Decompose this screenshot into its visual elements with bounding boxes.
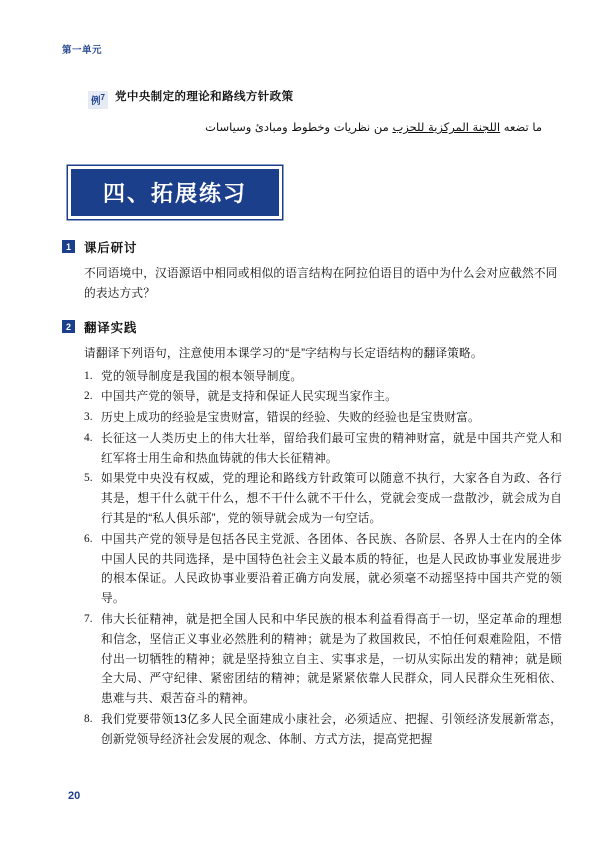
- exercise-1: [62, 238, 562, 303]
- list-item: [84, 367, 562, 387]
- example-arabic-text: [88, 119, 548, 136]
- list-item: [84, 408, 562, 428]
- exercise-2-number: 2: [62, 320, 75, 333]
- list-item-text: 如果党中央没有权威，党的理论和路线方针政策可以随意不执行，大家各自为政、各行其是，想干什么就干什么，想不干什么就不干什么，党就会变成一盘散沙，就会成为自行其是的“私人俱乐部”，党的领导就会成为一句空话。: [101, 472, 562, 526]
- example-arabic-before: ما تضعه: [503, 120, 542, 135]
- example-row: [88, 90, 548, 108]
- list-item-text: 历史上成功的经验是宝贵财富，错误的经验、失败的经验也是宝贵财富。: [101, 411, 480, 425]
- example-arabic-underlined: اللجنة المركزية للحزب: [392, 120, 501, 135]
- exercise-2: [62, 318, 562, 750]
- list-item: [84, 429, 562, 469]
- exercise-2-lead: 请翻译下列语句，注意使用本课学习的“是”字结构与长定语结构的翻译策略。: [84, 347, 483, 360]
- list-item-index: 4.: [84, 431, 93, 444]
- example-chinese-text: 党中央制定的理论和路线方针政策: [114, 91, 294, 103]
- list-item-text: 我们党要带领13亿多人民全面建成小康社会，必须适应、把握、引领经济发展新常态，创新党领导经济社会发展的观念、体制、方式方法，提高党把握: [101, 713, 562, 746]
- list-item-index: 2.: [84, 390, 93, 403]
- translation-practice-list: [84, 367, 562, 750]
- list-item-index: 7.: [84, 613, 93, 626]
- example-block: [88, 90, 548, 136]
- section-banner: [68, 166, 282, 219]
- exercise-2-body: [84, 344, 562, 750]
- list-item-index: 6.: [84, 532, 93, 545]
- list-item-index: 8.: [84, 713, 93, 726]
- list-item-text: 伟大长征精神，就是把全国人民和中华民族的根本利益看得高于一切，坚定革命的理想和信念，坚信正义事业必然胜利的精神；就是为了救国救民，不怕任何艰难险阻，不惜付出一切牺牲的精神；就是坚持独立自主、实事求是，一切从实际出发的精神；就是顾全大局、严守纪律、紧密团结的精神；就是紧紧依靠人民群众，同人民群众生死相依、患难与共、艰苦奋斗的精神。: [101, 613, 562, 706]
- example-label-sup: 7: [100, 93, 105, 102]
- list-item-index: 1.: [84, 369, 93, 382]
- exercise-2-title: 翻译实践: [84, 321, 138, 335]
- page-number: 20: [68, 790, 81, 802]
- exercise-1-number: 1: [62, 240, 75, 253]
- list-item: [84, 387, 562, 407]
- list-item-text: 党的领导制度是我国的根本领导制度。: [101, 369, 303, 383]
- list-item-index: 3.: [84, 411, 93, 424]
- list-item-text: 长征这一人类历史上的伟大壮举，留给我们最可宝贵的精神财富，就是中国共产党人和红军将士用生命和热血铸就的伟大长征精神。: [101, 431, 562, 465]
- list-item: [84, 469, 562, 528]
- example-label: [88, 91, 108, 109]
- list-item-text: 中国共产党的领导，就是支持和保证人民实现当家作主。: [101, 390, 397, 404]
- example-arabic-after: من نظريات وخطوط ومبادئ وسياسات: [205, 120, 389, 135]
- exercise-1-body: 不同语境中，汉语源语中相同或相似的语言结构在阿拉伯语目的语中为什么会对应截然不同的表达方式？: [84, 267, 558, 300]
- list-item: [84, 610, 562, 709]
- example-label-text: 例: [91, 96, 101, 108]
- exercise-2-header: [62, 318, 562, 336]
- exercise-1-header: [62, 238, 562, 256]
- exercise-1-title: 课后研讨: [84, 241, 138, 255]
- list-item-index: 5.: [84, 472, 93, 485]
- list-item: [84, 710, 562, 750]
- section-banner-title: 四、拓展练习: [102, 182, 247, 207]
- running-head: 第一单元: [62, 45, 103, 56]
- list-item: [84, 530, 562, 609]
- list-item-text: 中国共产党的领导是包括各民主党派、各团体、各民族、各阶层、各界人士在内的全体中国人民的共同选择，是中国特色社会主义最本质的特征，也是人民政协事业发展进步的根本保证。人民政协事业要沿着正确方向发展，就必须毫不动摇坚持中国共产党的领导。: [101, 532, 562, 606]
